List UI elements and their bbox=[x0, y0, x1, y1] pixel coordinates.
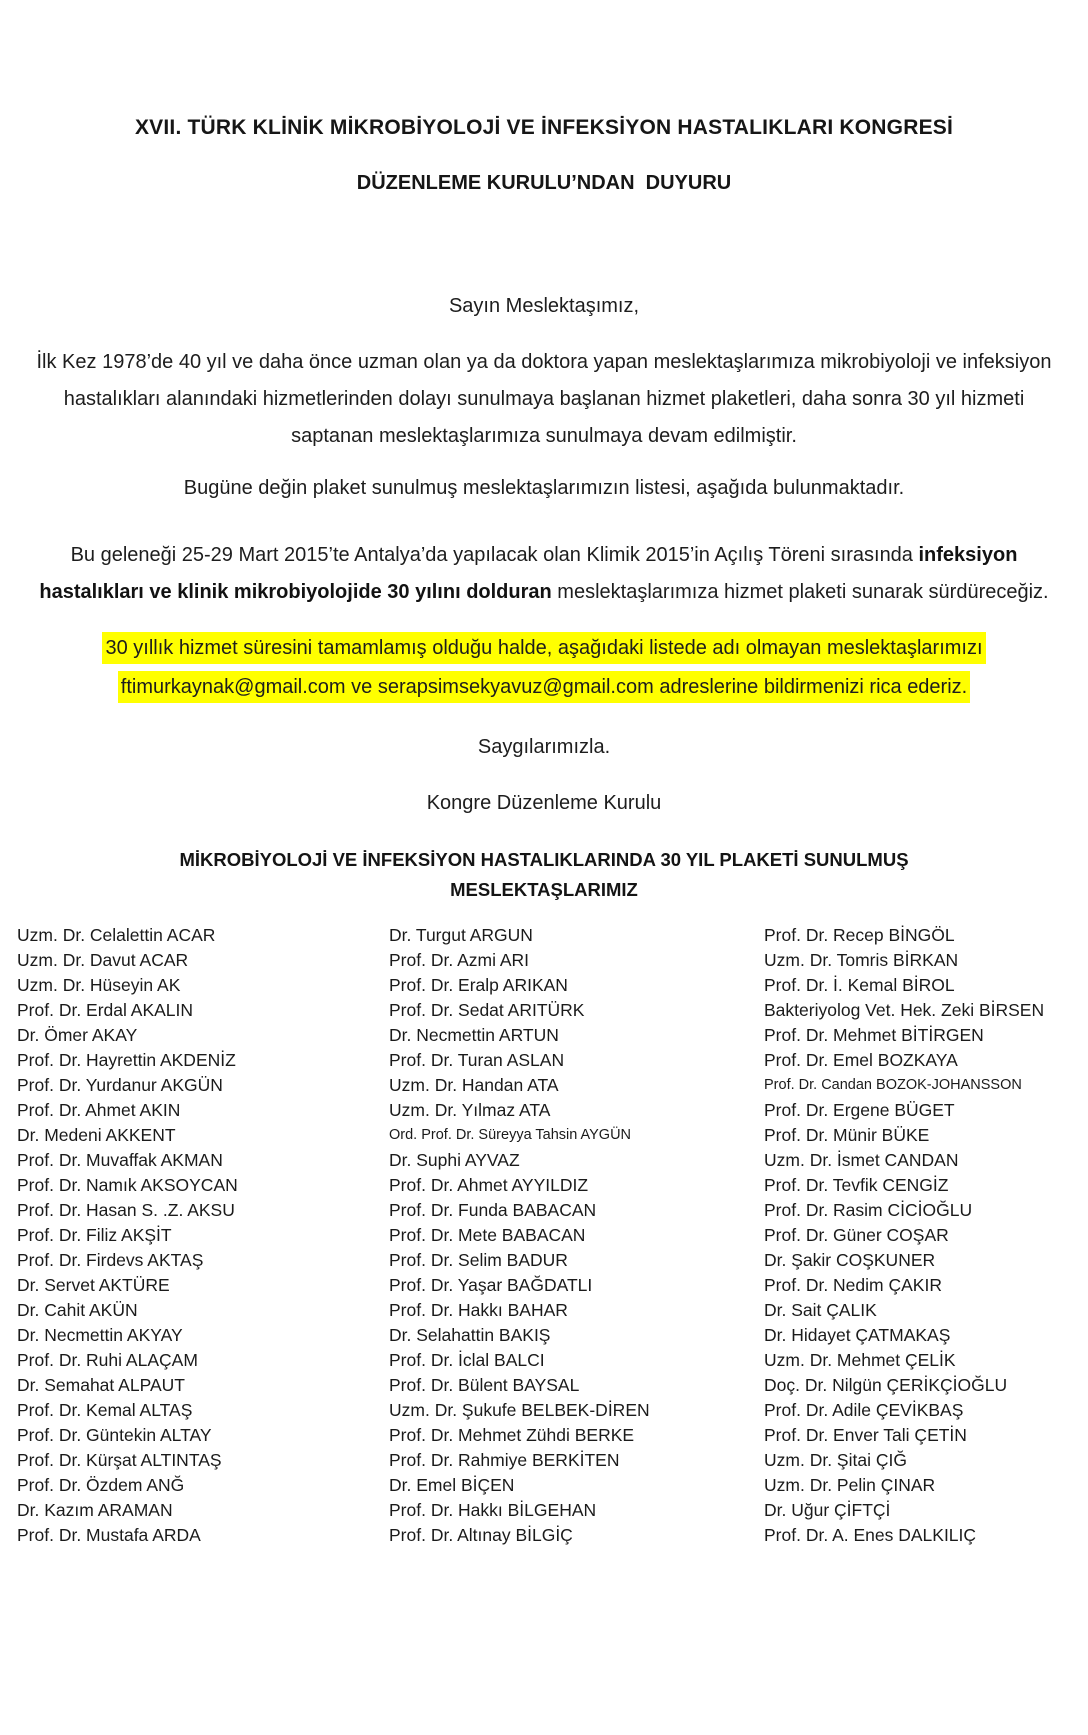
list-item: Dr. Necmettin AKYAY bbox=[17, 1325, 183, 1345]
list-item: Uzm. Dr. Şukufe BELBEK-DİREN bbox=[389, 1400, 650, 1420]
list-item: Prof. Dr. Erdal AKALIN bbox=[17, 1000, 194, 1020]
document-page bbox=[0, 116, 1088, 1548]
list-item: Prof. Dr. Hakkı BAHAR bbox=[389, 1300, 568, 1320]
tradition-text-start: Bu geleneği 25-29 Mart 2015’te Antalya’da yapılacak olan Klimik 2015’in Açılış Töreni sırasında bbox=[70, 544, 919, 566]
list-item: Prof. Dr. Adile ÇEVİKBAŞ bbox=[764, 1400, 964, 1420]
list-item: Prof. Dr. Sedat ARITÜRK bbox=[389, 1000, 585, 1020]
highlighted-notice bbox=[26, 629, 1062, 707]
list-item: Uzm. Dr. Davut ACAR bbox=[17, 950, 189, 970]
list-item: Prof. Dr. Mustafa ARDA bbox=[17, 1525, 201, 1545]
signature-text: Kongre Düzenleme Kurulu bbox=[426, 792, 662, 814]
list-item: Dr. Servet AKTÜRE bbox=[17, 1275, 170, 1295]
list-item: Prof. Dr. Ahmet AYYILDIZ bbox=[389, 1175, 589, 1195]
greeting-text: Sayın Meslektaşımız, bbox=[448, 295, 640, 317]
list-item: Prof. Dr. Yurdanur AKGÜN bbox=[17, 1075, 223, 1095]
list-item: Uzm. Dr. Mehmet ÇELİK bbox=[764, 1350, 956, 1370]
list-item: Prof. Dr. Güner COŞAR bbox=[764, 1225, 949, 1245]
names-list bbox=[17, 923, 1088, 1548]
list-item: Prof. Dr. Filiz AKŞİT bbox=[17, 1225, 172, 1245]
list-item: Dr. Necmettin ARTUN bbox=[389, 1025, 559, 1045]
list-item: Prof. Dr. Firdevs AKTAŞ bbox=[17, 1250, 204, 1270]
list-item: Prof. Dr. Mete BABACAN bbox=[389, 1225, 586, 1245]
list-item: Dr. Ömer AKAY bbox=[17, 1025, 138, 1045]
list-item: Prof. Dr. Nedim ÇAKIR bbox=[764, 1275, 942, 1295]
list-item: Prof. Dr. Emel BOZKAYA bbox=[764, 1050, 958, 1070]
list-item: Uzm. Dr. İsmet CANDAN bbox=[764, 1150, 959, 1170]
list-item: Dr. Medeni AKKENT bbox=[17, 1125, 176, 1145]
list-item: Prof. Dr. İclal BALCI bbox=[389, 1350, 545, 1370]
list-item: Prof. Dr. Candan BOZOK-JOHANSSON bbox=[764, 1077, 1022, 1093]
list-header bbox=[26, 845, 1062, 905]
list-item: Prof. Dr. Altınay BİLGİÇ bbox=[389, 1525, 573, 1545]
list-item: Doç. Dr. Nilgün ÇERİKÇİOĞLU bbox=[764, 1375, 1008, 1395]
list-item: Prof. Dr. Kürşat ALTINTAŞ bbox=[17, 1450, 222, 1470]
list-header-line-1: MİKROBİYOLOJİ VE İNFEKSİYON HASTALIKLARINDA 30 YIL PLAKETİ SUNULMUŞ bbox=[179, 849, 909, 870]
list-item: Prof. Dr. Münir BÜKE bbox=[764, 1125, 930, 1145]
list-item: Prof. Dr. Hakkı BİLGEHAN bbox=[389, 1500, 597, 1520]
list-item: Uzm. Dr. Hüseyin AK bbox=[17, 975, 181, 995]
list-item: Uzm. Dr. Handan ATA bbox=[389, 1075, 559, 1095]
list-item: Prof. Dr. Namık AKSOYCAN bbox=[17, 1175, 238, 1195]
list-item: Dr. Uğur ÇİFTÇİ bbox=[764, 1500, 891, 1520]
highlight-line-1: 30 yıllık hizmet süresini tamamlamış olduğu halde, aşağıdaki listede adı olmayan meslektaşlarımızı bbox=[102, 632, 985, 664]
list-item: Prof. Dr. Tevfik CENGİZ bbox=[764, 1175, 949, 1195]
list-item: Uzm. Dr. Pelin ÇINAR bbox=[764, 1475, 936, 1495]
paragraph-tradition bbox=[26, 537, 1062, 611]
list-item: Dr. Semahat ALPAUT bbox=[17, 1375, 185, 1395]
list-header-line-2: MESLEKTAŞLARIMIZ bbox=[450, 879, 638, 900]
list-item: Prof. Dr. Funda BABACAN bbox=[389, 1200, 597, 1220]
list-item: Prof. Dr. Muvaffak AKMAN bbox=[17, 1150, 223, 1170]
list-item: Dr. Turgut ARGUN bbox=[389, 925, 533, 945]
list-item: Prof. Dr. Selim BADUR bbox=[389, 1250, 568, 1270]
list-item: Prof. Dr. Güntekin ALTAY bbox=[17, 1425, 212, 1445]
tradition-text-bold: infeksiyon hastalıkları ve klinik mikrobiyolojide 30 yılını dolduran bbox=[39, 544, 1018, 603]
list-item: Prof. Dr. Ergene BÜGET bbox=[764, 1100, 955, 1120]
list-item: Dr. Kazım ARAMAN bbox=[17, 1500, 173, 1520]
list-item: Uzm. Dr. Yılmaz ATA bbox=[389, 1100, 551, 1120]
list-item: Prof. Dr. Rasim CİCİOĞLU bbox=[764, 1200, 973, 1220]
tradition-text-end: meslektaşlarımıza hizmet plaketi sunarak sürdüreceğiz. bbox=[551, 581, 1049, 603]
list-item: Prof. Dr. Bülent BAYSAL bbox=[389, 1375, 580, 1395]
list-item: Prof. Dr. Yaşar BAĞDATLI bbox=[389, 1275, 593, 1295]
list-item: Prof. Dr. Recep BİNGÖL bbox=[764, 925, 955, 945]
closing-text: Saygılarımızla. bbox=[477, 736, 611, 758]
list-item: Uzm. Dr. Şitai ÇIĞ bbox=[764, 1450, 907, 1470]
list-item: Prof. Dr. Mehmet Zühdi BERKE bbox=[389, 1425, 635, 1445]
list-item: Prof. Dr. Özdem ANĞ bbox=[17, 1475, 185, 1495]
list-item: Dr. Selahattin BAKIŞ bbox=[389, 1325, 551, 1345]
list-item: Dr. Suphi AYVAZ bbox=[389, 1150, 520, 1170]
list-item: Uzm. Dr. Tomris BİRKAN bbox=[764, 950, 959, 970]
list-item: Prof. Dr. Azmi ARI bbox=[389, 950, 530, 970]
list-item: Prof. Dr. Hasan S. .Z. AKSU bbox=[17, 1200, 235, 1220]
names-column-2 bbox=[389, 923, 764, 1548]
document-subtitle: DÜZENLEME KURULU’NDAN DUYURU bbox=[356, 172, 732, 194]
list-item: Prof. Dr. Kemal ALTAŞ bbox=[17, 1400, 193, 1420]
list-item: Prof. Dr. Turan ASLAN bbox=[389, 1050, 565, 1070]
list-item: Prof. Dr. Enver Tali ÇETİN bbox=[764, 1425, 967, 1445]
list-item: Prof. Dr. Eralp ARIKAN bbox=[389, 975, 568, 995]
paragraph-history: İlk Kez 1978’de 40 yıl ve daha önce uzman olan ya da doktora yapan meslektaşlarımıza mikrobiyoloji ve infeksiyon hastalıkları alanındaki hizmetlerinden dolayı sunulmaya başlanan hizmet plaketleri, daha sonra 30 yıl hizmeti saptanan meslektaşlarımıza sunulmaya devam edilmiştir. bbox=[36, 351, 1052, 447]
document-title: XVII. TÜRK KLİNİK MİKROBİYOLOJİ VE İNFEKSİYON HASTALIKLARI KONGRESİ bbox=[134, 116, 954, 139]
highlight-line-2: ftimurkaynak@gmail.com ve serapsimsekyavuz@gmail.com adreslerine bildirmenizi rica ederiz. bbox=[118, 671, 970, 703]
list-item: Prof. Dr. İ. Kemal BİROL bbox=[764, 975, 955, 995]
list-item: Dr. Emel BİÇEN bbox=[389, 1475, 515, 1495]
list-item: Prof. Dr. Ahmet AKIN bbox=[17, 1100, 181, 1120]
list-item: Dr. Cahit AKÜN bbox=[17, 1300, 138, 1320]
names-column-1 bbox=[17, 923, 389, 1548]
list-item: Prof. Dr. A. Enes DALKILIÇ bbox=[764, 1525, 977, 1545]
names-column-3 bbox=[764, 923, 1088, 1548]
list-item: Uzm. Dr. Celalettin ACAR bbox=[17, 925, 216, 945]
list-item: Prof. Dr. Mehmet BİTİRGEN bbox=[764, 1025, 984, 1045]
list-item: Prof. Dr. Ruhi ALAÇAM bbox=[17, 1350, 198, 1370]
list-item: Ord. Prof. Dr. Süreyya Tahsin AYGÜN bbox=[389, 1127, 632, 1143]
paragraph-list-note: Bugüne değin plaket sunulmuş meslektaşlarımızın listesi, aşağıda bulunmaktadır. bbox=[183, 477, 905, 499]
list-item: Prof. Dr. Hayrettin AKDENİZ bbox=[17, 1050, 236, 1070]
list-item: Bakteriyolog Vet. Hek. Zeki BİRSEN bbox=[764, 1000, 1045, 1020]
list-item: Dr. Şakir COŞKUNER bbox=[764, 1250, 936, 1270]
list-item: Dr. Sait ÇALIK bbox=[764, 1300, 877, 1320]
list-item: Prof. Dr. Rahmiye BERKİTEN bbox=[389, 1450, 620, 1470]
list-item: Dr. Hidayet ÇATMAKAŞ bbox=[764, 1325, 951, 1345]
